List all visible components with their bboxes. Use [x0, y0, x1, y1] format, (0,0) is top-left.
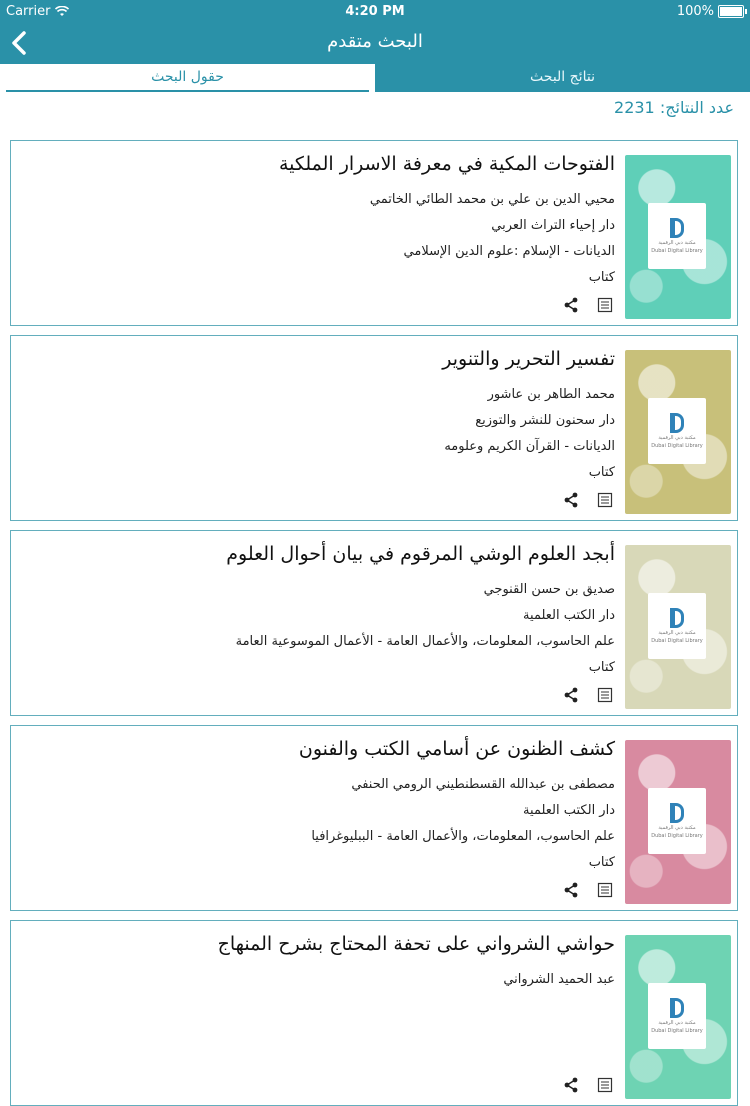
book-type: كتاب: [588, 270, 615, 285]
result-info: [25, 543, 615, 681]
result-card[interactable]: [10, 140, 738, 326]
share-button[interactable]: [561, 295, 581, 315]
tab-search-results-label: نتائج البحث: [530, 69, 595, 85]
details-button[interactable]: [595, 880, 615, 900]
share-icon: [563, 687, 579, 703]
result-info: [25, 348, 615, 486]
logo-mark-icon: [670, 218, 684, 238]
book-publisher: دار إحياء التراث العربي: [491, 218, 615, 233]
book-type: كتاب: [588, 855, 615, 870]
logo-mark-icon: [670, 413, 684, 433]
logo-text-english: Dubai Digital Library: [651, 248, 703, 254]
logo-text-arabic: مكتبة دبي الرقمية: [658, 825, 696, 831]
logo-text-arabic: مكتبة دبي الرقمية: [658, 240, 696, 246]
details-button[interactable]: [595, 295, 615, 315]
result-actions: [561, 685, 615, 705]
library-logo: [648, 788, 706, 854]
book-subject: علم الحاسوب، المعلومات، والأعمال العامة - الأعمال الموسوعية العامة: [235, 634, 615, 649]
book-cover-image[interactable]: [625, 935, 731, 1099]
book-subject: [25, 1019, 615, 1045]
book-cover-image[interactable]: [625, 545, 731, 709]
navigation-bar: [0, 22, 750, 64]
book-title[interactable]: أبجد العلوم الوشي المرقوم في بيان أحوال العلوم: [226, 543, 615, 565]
share-button[interactable]: [561, 880, 581, 900]
logo-text-arabic: مكتبة دبي الرقمية: [658, 435, 696, 441]
book-subject: علم الحاسوب، المعلومات، والأعمال العامة - الببليوغرافيا: [311, 829, 615, 844]
book-author: محيي الدين بن علي بن محمد الطائي الخاتمي: [369, 192, 615, 207]
result-actions: [561, 880, 615, 900]
book-publisher: دار الكتب العلمية: [523, 803, 615, 818]
book-title[interactable]: حواشي الشرواني على تحفة المحتاج بشرح المنهاج: [217, 933, 615, 955]
status-bar: [0, 0, 750, 22]
details-button[interactable]: [595, 685, 615, 705]
result-actions: [561, 1075, 615, 1095]
tab-underline: [6, 90, 369, 92]
library-logo: [648, 203, 706, 269]
result-info: [25, 933, 615, 1071]
book-title[interactable]: الفتوحات المكية في معرفة الاسرار الملكية: [278, 153, 615, 175]
book-cover-image[interactable]: [625, 155, 731, 319]
result-card[interactable]: [10, 725, 738, 911]
tab-search-fields-label: حقول البحث: [151, 69, 224, 85]
document-icon: [597, 492, 613, 508]
logo-text-english: Dubai Digital Library: [651, 833, 703, 839]
logo-mark-icon: [670, 803, 684, 823]
logo-mark-icon: [670, 608, 684, 628]
result-actions: [561, 490, 615, 510]
document-icon: [597, 687, 613, 703]
logo-text-arabic: مكتبة دبي الرقمية: [658, 1020, 696, 1026]
logo-text-english: Dubai Digital Library: [651, 443, 703, 449]
book-author: صديق بن حسن القنوجي: [483, 582, 615, 597]
carrier-label: Carrier: [6, 4, 51, 19]
book-type: كتاب: [588, 465, 615, 480]
book-subject: الديانات - الإسلام :علوم الدين الإسلامي: [403, 244, 615, 259]
result-card[interactable]: [10, 530, 738, 716]
logo-mark-icon: [670, 998, 684, 1018]
logo-text-arabic: مكتبة دبي الرقمية: [658, 630, 696, 636]
book-author: محمد الطاهر بن عاشور: [487, 387, 615, 402]
book-cover-image[interactable]: [625, 740, 731, 904]
share-icon: [563, 1077, 579, 1093]
book-title[interactable]: كشف الظنون عن أسامي الكتب والفنون: [298, 738, 615, 760]
page-title: البحث متقدم: [327, 31, 423, 52]
book-publisher: دار سحنون للنشر والتوزيع: [475, 413, 615, 428]
battery-icon: [718, 5, 744, 18]
battery-percent: 100%: [676, 4, 714, 19]
result-info: [25, 738, 615, 876]
share-button[interactable]: [561, 490, 581, 510]
book-type: كتاب: [588, 660, 615, 675]
share-icon: [563, 297, 579, 313]
share-icon: [563, 492, 579, 508]
book-type: [25, 1045, 615, 1071]
battery-indicator: [677, 4, 744, 19]
book-author: عبد الحميد الشرواني: [503, 972, 615, 987]
document-icon: [597, 1077, 613, 1093]
results-count: عدد النتائج: 2231: [614, 98, 734, 117]
book-cover-image[interactable]: [625, 350, 731, 514]
result-actions: [561, 295, 615, 315]
logo-text-english: Dubai Digital Library: [651, 638, 703, 644]
library-logo: [648, 983, 706, 1049]
result-card[interactable]: [10, 920, 738, 1106]
book-author: مصطفى بن عبدالله القسطنطيني الرومي الحنفي: [351, 777, 615, 792]
share-button[interactable]: [561, 1075, 581, 1095]
book-publisher: دار الكتب العلمية: [523, 608, 615, 623]
share-button[interactable]: [561, 685, 581, 705]
library-logo: [648, 593, 706, 659]
document-icon: [597, 297, 613, 313]
document-icon: [597, 882, 613, 898]
tab-search-fields[interactable]: [0, 64, 375, 92]
tab-search-results[interactable]: [375, 64, 750, 92]
book-publisher: [25, 993, 615, 1019]
tab-bar: [0, 64, 750, 92]
library-logo: [648, 398, 706, 464]
details-button[interactable]: [595, 490, 615, 510]
result-info: [25, 153, 615, 291]
share-icon: [563, 882, 579, 898]
details-button[interactable]: [595, 1075, 615, 1095]
book-title[interactable]: تفسير التحرير والتنوير: [442, 348, 615, 370]
logo-text-english: Dubai Digital Library: [651, 1028, 703, 1034]
clock: 4:20 PM: [345, 4, 405, 19]
book-subject: الديانات - القرآن الكريم وعلومه: [444, 439, 615, 454]
result-card[interactable]: [10, 335, 738, 521]
